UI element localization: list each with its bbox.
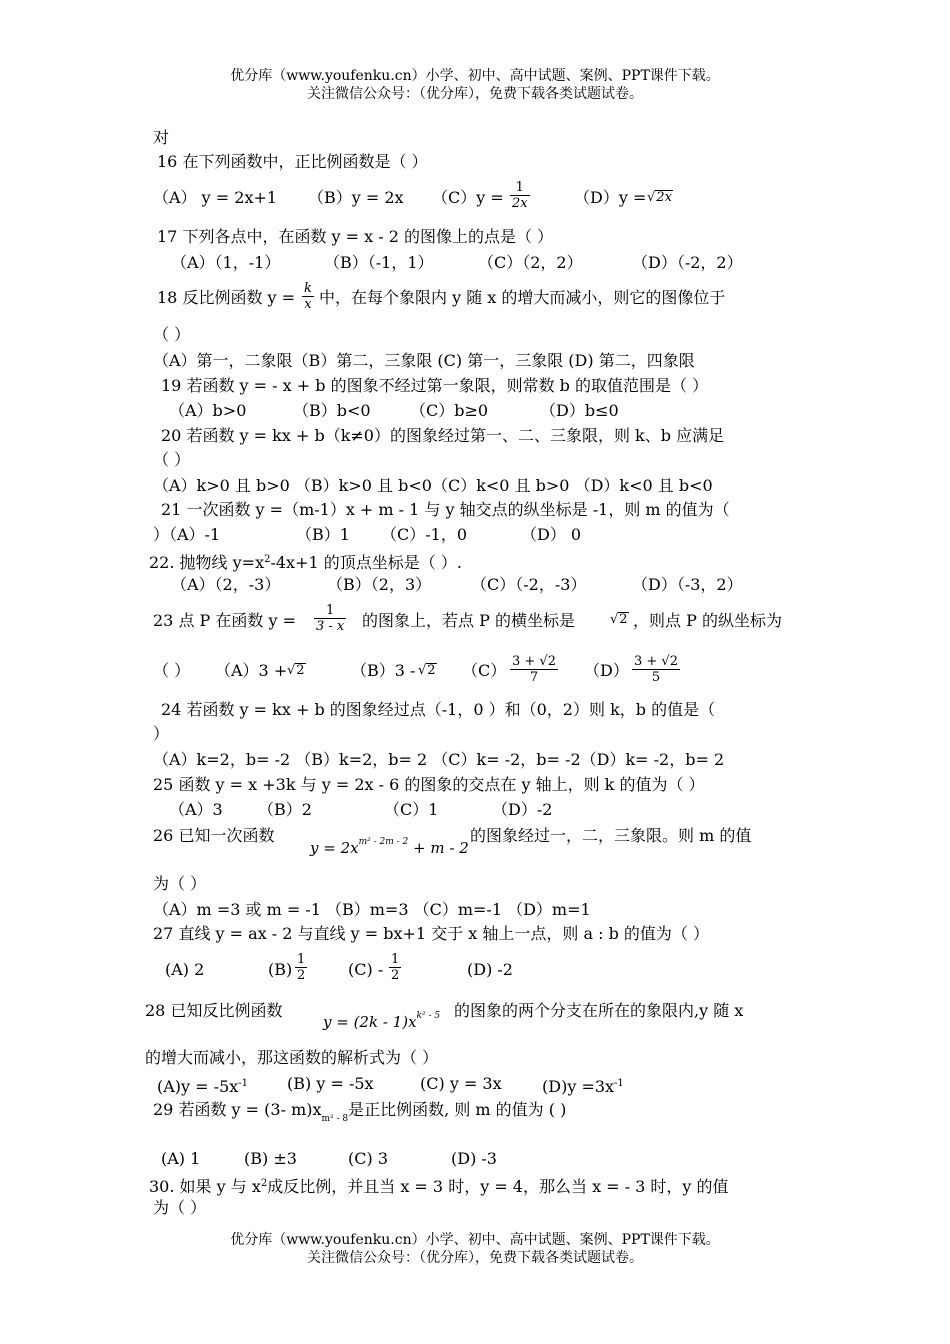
q30-stem xyxy=(149,1174,729,1197)
q23-option-d: （D） xyxy=(584,661,629,680)
q28-option-b: (B) y = -5x xyxy=(287,1074,374,1093)
q27-option-b: (B) xyxy=(268,960,293,979)
q27-option-c: (C) - xyxy=(348,960,384,979)
q22-option-c: （C）（-2，-3） xyxy=(471,575,587,594)
q25-option-b: （B）2 xyxy=(258,800,312,819)
page-footer-line1: 优分库（www.youfenku.cn）小学、初中、高中试题、案例、PPT课件下载。 xyxy=(230,1232,720,1248)
q23-stem-c: ，则点 P 的纵坐标为 xyxy=(633,611,782,630)
q26-expression xyxy=(310,837,469,857)
q28-option-d xyxy=(542,1074,624,1097)
q17-option-c: （C）（2，2） xyxy=(478,253,583,272)
sqrt-icon: √ xyxy=(647,190,656,205)
q23-c-denominator: 7 xyxy=(529,670,539,685)
page-footer-line2: 关注微信公众号：（优分库），免费下载各类试题试卷。 xyxy=(307,1250,643,1266)
q26-expr-base: y = 2x xyxy=(310,839,359,857)
q28-expr-base: y = (2k - 1)x xyxy=(323,1013,417,1031)
q24-options: （A）k=2，b= -2 （B）k=2，b= 2 （C）k= -2，b= -2（D）k= -2，b= 2 xyxy=(153,750,725,769)
q28-option-d-text: (D)y =3x xyxy=(542,1077,615,1096)
q19-option-c: （C）b≥0 xyxy=(410,401,489,420)
q29-stem xyxy=(153,1100,566,1129)
q23-d-denominator: 5 xyxy=(651,670,661,685)
q16-d-radical xyxy=(647,189,673,207)
q23-radicand: 2 xyxy=(619,612,628,627)
q21-option-a: ）（A）-1 xyxy=(153,525,221,544)
q23-fraction xyxy=(314,603,346,634)
q15-tail: 对 xyxy=(153,128,170,147)
q24-paren: ） xyxy=(153,724,170,743)
q25-stem: 25 函数 y = x +3k 与 y = 2x - 6 的图象的交点在 y 轴上，则 k 的值为（ ） xyxy=(153,775,705,794)
q23-stem-b: 的图象上，若点 P 的横坐标是 xyxy=(362,611,575,630)
q25-option-a: （A）3 xyxy=(169,800,223,819)
q17-option-d: （D）（-2，2） xyxy=(632,253,743,272)
q27-b-numerator: 1 xyxy=(297,952,306,967)
q29-stem-a: 29 若函数 y = (3- m)x xyxy=(153,1100,322,1119)
q23-a-radicand: 2 xyxy=(296,663,305,678)
q19-option-d: （D）b≤0 xyxy=(540,401,619,420)
q21-stem: 21 一次函数 y =（m-1）x + m - 1 与 y 轴交点的纵坐标是 -1，则 m 的值为（ xyxy=(161,500,730,519)
sqrt-icon: √ xyxy=(418,663,427,678)
q18-denominator: x xyxy=(304,297,312,312)
q21-option-c: （C）-1，0 xyxy=(381,525,468,544)
q18-fraction xyxy=(302,281,314,312)
q27-option-a: (A) 2 xyxy=(165,960,205,979)
sqrt-icon: √ xyxy=(610,612,619,627)
q18-options: （A）第一，二象限（B）第二，三象限 (C) 第一，三象限 (D) 第二，四象限 xyxy=(153,351,695,370)
sqrt-icon: √ xyxy=(287,663,296,678)
q30-stem-sup: 2 xyxy=(260,1178,268,1189)
q25-option-d: （D）-2 xyxy=(492,800,553,819)
q28-option-c: (C) y = 3x xyxy=(420,1074,502,1093)
q22-option-b: （B）（2，3） xyxy=(327,575,432,594)
q30-stem-c: 为（ ） xyxy=(153,1198,207,1217)
q23-paren: （ ） xyxy=(153,661,191,680)
q21-option-b: （B）1 xyxy=(296,525,350,544)
q19-option-a: （A）b>0 xyxy=(169,401,247,420)
q26-stem-c: 为（ ） xyxy=(153,874,207,893)
q19-stem: 19 若函数 y = - x + b 的图象不经过第一象限，则常数 b 的取值范围是（ ） xyxy=(161,376,709,395)
q16-option-b: （B）y = 2x xyxy=(308,188,404,207)
q16-option-a: （A） y = 2x+1 xyxy=(153,188,278,207)
q23-d-numerator: 3 + √2 xyxy=(634,654,678,669)
q16-c-fraction xyxy=(510,180,530,211)
q22-stem-a: 22. 抛物线 y=x xyxy=(149,553,265,572)
q16-c-numerator: 1 xyxy=(515,180,524,195)
q22-option-d: （D）（-3，2） xyxy=(632,575,743,594)
q27-option-d: (D) -2 xyxy=(467,960,513,979)
q28-expr-exponent: k² - 5 xyxy=(416,1011,441,1021)
q24-stem: 24 若函数 y = kx + b 的图象经过点（-1，0 ）和（0，2）则 k，b 的值是（ xyxy=(161,700,716,719)
q28-option-a xyxy=(157,1074,248,1097)
q21-option-d: （D） 0 xyxy=(521,525,582,544)
q30-stem-b: 成反比例，并且当 x = 3 时，y = 4，那么当 x = - 3 时，y 的值 xyxy=(267,1177,729,1196)
q18-stem-a: 18 反比例函数 y = xyxy=(157,288,296,307)
q17-option-a: （A）（1，-1） xyxy=(171,253,281,272)
q25-option-c: （C）1 xyxy=(384,800,439,819)
q20-stem: 20 若函数 y = kx + b（k≠0）的图象经过第一、二、三象限，则 k、b 应满足 xyxy=(161,426,725,445)
q16-option-c: （C）y = xyxy=(432,188,504,207)
q29-option-b: (B) ±3 xyxy=(244,1149,297,1168)
q28-stem-c: 的增大而减小，那这函数的解析式为（ ） xyxy=(145,1048,439,1067)
q27-b-denominator: 2 xyxy=(297,968,306,983)
q23-b-radical xyxy=(418,662,437,680)
q22-option-a: （A）（2，-3） xyxy=(171,575,281,594)
q18-paren: （ ） xyxy=(153,325,191,344)
q29-stem-b: 是正比例函数, 则 m 的值为 ( ) xyxy=(348,1100,567,1119)
q23-c-numerator: 3 + √2 xyxy=(512,654,556,669)
q23-numerator: 1 xyxy=(325,603,335,618)
q23-b-radicand: 2 xyxy=(427,663,436,678)
q27-c-numerator: 1 xyxy=(391,952,400,967)
q29-option-a: (A) 1 xyxy=(161,1149,201,1168)
page-header-line1: 优分库（www.youfenku.cn）小学、初中、高中试题、案例、PPT课件下载。 xyxy=(230,68,720,84)
q23-a-radical xyxy=(287,662,306,680)
q23-stem-a: 23 点 P 在函数 y = xyxy=(153,611,297,630)
q26-expr-tail: + m - 2 xyxy=(413,839,469,857)
q23-option-b: （B）3 - xyxy=(351,661,416,680)
q28-stem-b: 的图象的两个分支在所在的象限内,y 随 x xyxy=(454,1001,744,1020)
q16-c-denominator: 2x xyxy=(512,196,528,211)
q29-option-c: (C) 3 xyxy=(348,1149,388,1168)
q17-option-b: （B）（-1，1） xyxy=(324,253,434,272)
q29-option-d: (D) -3 xyxy=(451,1149,497,1168)
q22-stem-b: -4x+1 的顶点坐标是（ ）. xyxy=(270,553,462,572)
q28-stem-a: 28 已知反比例函数 xyxy=(145,1001,283,1020)
q26-stem-b: 的图象经过一，二，三象限。则 m 的值 xyxy=(470,826,752,845)
q27-c-denominator: 2 xyxy=(391,968,400,983)
q23-radical xyxy=(610,611,629,629)
q26-stem-a: 26 已知一次函数 xyxy=(153,826,275,845)
q27-b-fraction xyxy=(295,952,307,983)
q17-stem: 17 下列各点中，在函数 y = x - 2 的图像上的点是（ ） xyxy=(157,227,554,246)
q22-stem-sup: 2 xyxy=(264,554,271,565)
q18-numerator: k xyxy=(304,281,312,296)
q29-stem-sub: m² - 8 xyxy=(321,1114,349,1124)
q23-d-fraction xyxy=(632,654,680,685)
q16-stem: 16 在下列函数中，正比例函数是（ ） xyxy=(157,152,428,171)
q23-denominator: 3 - x xyxy=(316,619,345,634)
q28-option-a-text: (A)y = -5x xyxy=(157,1077,239,1096)
q28-expression xyxy=(323,1011,440,1031)
q30-stem-a: 30. 如果 y 与 x xyxy=(149,1177,261,1196)
q16-d-radicand: 2x xyxy=(656,190,672,205)
q20-options: （A）k>0 且 b>0 （B）k>0 且 b<0（C）k<0 且 b>0 （D）k<0 且 b<0 xyxy=(153,476,713,495)
q20-paren: （ ） xyxy=(153,450,191,469)
q16-option-d: （D）y = xyxy=(574,188,647,207)
q28-option-d-sup: -1 xyxy=(614,1078,624,1089)
q26-expr-exponent: m² - 2m - 2 xyxy=(358,837,409,847)
q18-stem-b: 中，在每个象限内 y 随 x 的增大而减小，则它的图像位于 xyxy=(319,288,726,307)
q27-c-fraction xyxy=(389,952,401,983)
q23-option-c: （C） xyxy=(462,661,507,680)
q23-c-fraction xyxy=(510,654,558,685)
q19-option-b: （B）b<0 xyxy=(293,401,371,420)
page-header-line2: 关注微信公众号：（优分库），免费下载各类试题试卷。 xyxy=(307,86,643,102)
q22-stem xyxy=(149,550,462,573)
q27-stem: 27 直线 y = ax - 2 与直线 y = bx+1 交于 x 轴上一点，则 a : b 的值为（ ） xyxy=(153,924,709,943)
q26-options: （A）m =3 或 m = -1 （B）m=3 （C）m=-1 （D）m=1 xyxy=(153,900,591,919)
q23-option-a: （A）3 + xyxy=(215,661,288,680)
q28-option-a-sup: -1 xyxy=(238,1078,249,1089)
